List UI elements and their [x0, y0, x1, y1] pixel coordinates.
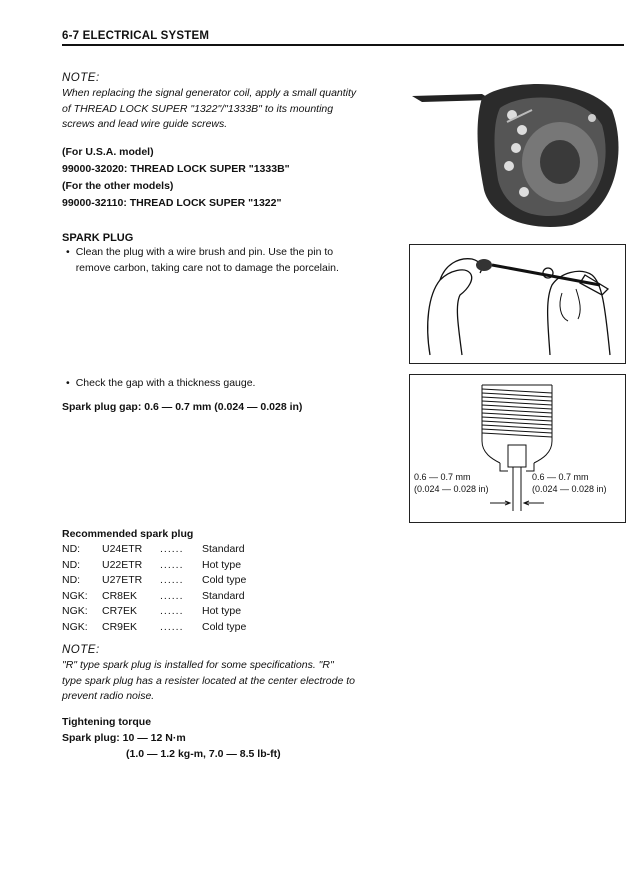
right-gap-label	[532, 471, 607, 495]
model: CR7EK	[102, 605, 138, 618]
page-header: 6-7 ELECTRICAL SYSTEM	[62, 30, 210, 42]
note-heading: NOTE:	[62, 644, 100, 656]
bullet-line: remove carbon, taking care not to damage the porcelain.	[75, 261, 339, 274]
note-block-2	[62, 644, 402, 705]
bullet-line: Check the gap with a thickness gauge.	[75, 377, 256, 389]
table-row	[62, 542, 246, 558]
heat-type: Cold type	[202, 574, 247, 587]
spec-line: (For U.S.A. model)	[62, 146, 154, 158]
table-row	[62, 589, 246, 605]
note-heading: NOTE:	[62, 72, 100, 84]
heat-type: Hot type	[202, 558, 242, 571]
thread-lock-specs	[62, 144, 402, 212]
note-line: of THREAD LOCK SUPER "1322"/"1333B" to its mounting	[62, 102, 334, 115]
model: CR8EK	[102, 589, 138, 602]
heat-type: Standard	[202, 589, 245, 602]
bullet-line: Clean the plug with a wire brush and pin. Use the pin to	[75, 246, 334, 258]
leader-dots: ......	[160, 589, 184, 602]
cleaning-illustration	[409, 244, 626, 364]
torque-conversion: (1.0 — 1.2 kg-m, 7.0 — 8.5 lb-ft)	[126, 748, 281, 760]
maker: ND:	[62, 543, 81, 555]
table-row	[62, 620, 246, 636]
gap-in: (0.024 — 0.028 in)	[532, 484, 607, 494]
table-row	[62, 573, 246, 589]
model: U27ETR	[102, 574, 143, 587]
torque-value: Spark plug: 10 — 12 N·m	[62, 732, 186, 744]
note-text	[62, 86, 402, 133]
left-gap-label	[414, 471, 489, 495]
bullet-icon: •	[66, 377, 70, 389]
leader-dots: ......	[160, 605, 184, 618]
heat-type: Standard	[202, 543, 245, 555]
note-line: screws and lead wire guide screws.	[62, 118, 228, 130]
maker: NGK:	[62, 620, 88, 633]
spark-plug-gap-diagram	[409, 374, 626, 523]
maker: NGK:	[62, 605, 88, 618]
model: U24ETR	[102, 543, 143, 555]
leader-dots: ......	[160, 620, 184, 633]
bullet-clean	[66, 245, 396, 276]
leader-dots: ......	[160, 543, 184, 555]
note-line: "R" type spark plug is installed for some specifications. "R"	[62, 659, 334, 671]
section-heading: SPARK PLUG	[62, 232, 134, 244]
bullet-check	[66, 376, 396, 392]
gap-in: (0.024 — 0.028 in)	[414, 484, 489, 494]
note-block-1	[62, 72, 402, 133]
spec-line: (For the other models)	[62, 180, 174, 192]
leader-dots: ......	[160, 574, 184, 587]
gap-mm: 0.6 — 0.7 mm	[532, 472, 589, 482]
note-text	[62, 658, 402, 705]
gap-spec: Spark plug gap: 0.6 — 0.7 mm (0.024 — 0.028 in)	[62, 401, 303, 413]
table-row	[62, 558, 246, 574]
heat-type: Cold type	[202, 620, 247, 633]
model: U22ETR	[102, 558, 143, 571]
generator-cover-photo	[412, 70, 624, 230]
bullet-icon: •	[66, 246, 70, 258]
maker: ND:	[62, 558, 81, 571]
model: CR9EK	[102, 620, 138, 633]
note-line: When replacing the signal generator coil, apply a small quantity	[62, 87, 357, 99]
torque-heading: Tightening torque	[62, 716, 152, 728]
maker: ND:	[62, 574, 81, 587]
recommended-heading: Recommended spark plug	[62, 528, 194, 540]
spec-line: 99000-32110: THREAD LOCK SUPER "1322"	[62, 197, 282, 209]
spec-line: 99000-32020: THREAD LOCK SUPER "1333B"	[62, 163, 290, 175]
leader-dots: ......	[160, 558, 184, 571]
note-line: type spark plug has a resister located at the center electrode to	[62, 674, 356, 687]
table-row	[62, 604, 246, 620]
recommended-table	[62, 542, 246, 636]
heat-type: Hot type	[202, 605, 242, 618]
note-line: prevent radio noise.	[62, 690, 155, 702]
torque-block	[62, 714, 281, 762]
gap-mm: 0.6 — 0.7 mm	[414, 472, 471, 482]
header-rule	[62, 44, 624, 46]
maker: NGK:	[62, 589, 88, 602]
